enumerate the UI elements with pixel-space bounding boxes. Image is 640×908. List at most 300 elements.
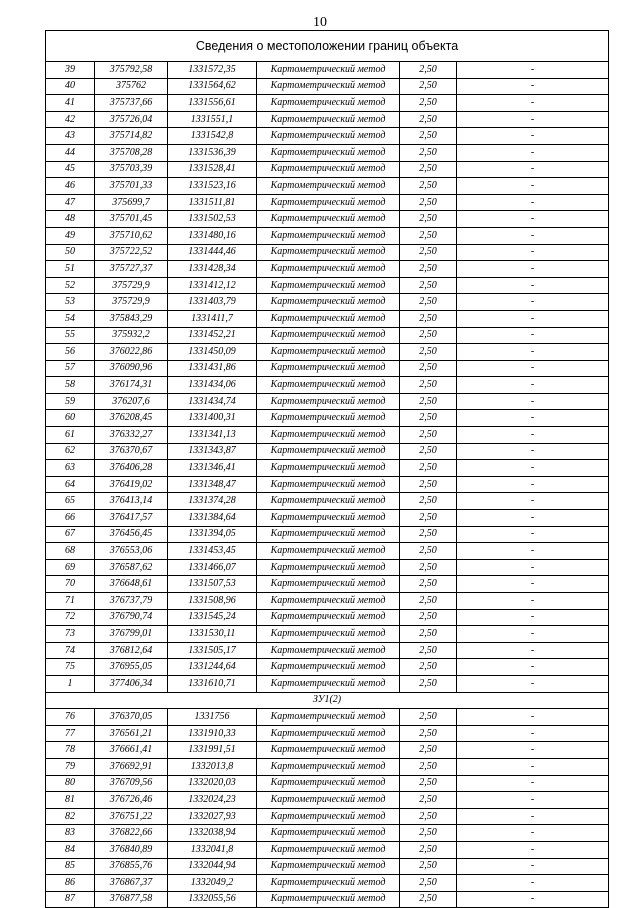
accuracy-cell: 2,50 [400,510,457,527]
accuracy-cell: 2,50 [400,675,457,692]
coordinate-x: 375792,58 [95,62,168,79]
coordinate-y: 1331343,87 [168,443,257,460]
coordinate-x: 376692,91 [95,758,168,775]
accuracy-cell: 2,50 [400,144,457,161]
coordinate-y: 1331528,41 [168,161,257,178]
accuracy-cell: 2,50 [400,576,457,593]
point-number: 69 [46,559,95,576]
method-cell: Картометрический метод [257,725,400,742]
description-cell: - [457,327,609,344]
coordinate-x: 376709,56 [95,775,168,792]
description-cell: - [457,742,609,759]
table-row [46,675,609,692]
method-cell: Картометрический метод [257,576,400,593]
description-cell: - [457,675,609,692]
table-row [46,227,609,244]
accuracy-cell: 2,50 [400,841,457,858]
description-cell: - [457,294,609,311]
method-cell: Картометрический метод [257,310,400,327]
point-number: 86 [46,875,95,892]
accuracy-cell: 2,50 [400,526,457,543]
point-number: 44 [46,144,95,161]
method-cell: Картометрический метод [257,858,400,875]
description-cell: - [457,344,609,361]
method-cell: Картометрический метод [257,758,400,775]
description-cell: - [457,410,609,427]
description-cell: - [457,111,609,128]
method-cell: Картометрический метод [257,161,400,178]
point-number: 85 [46,858,95,875]
accuracy-cell: 2,50 [400,327,457,344]
accuracy-cell: 2,50 [400,543,457,560]
point-number: 87 [46,891,95,908]
point-number: 71 [46,593,95,610]
table-row [46,808,609,825]
point-number: 48 [46,211,95,228]
accuracy-cell: 2,50 [400,427,457,444]
coordinate-x: 375727,37 [95,261,168,278]
coordinate-x: 376587,62 [95,559,168,576]
coordinate-x: 375762 [95,78,168,95]
coordinate-y: 1331444,46 [168,244,257,261]
section-b-header [46,692,609,709]
coordinate-x: 375714,82 [95,128,168,145]
method-cell: Картометрический метод [257,510,400,527]
description-cell: - [457,78,609,95]
point-number: 70 [46,576,95,593]
table-row [46,360,609,377]
description-cell: - [457,725,609,742]
method-cell: Картометрический метод [257,808,400,825]
point-number: 46 [46,178,95,195]
method-cell: Картометрический метод [257,526,400,543]
accuracy-cell: 2,50 [400,808,457,825]
description-cell: - [457,211,609,228]
accuracy-cell: 2,50 [400,360,457,377]
table-row [46,261,609,278]
point-number: 43 [46,128,95,145]
coordinate-x: 375701,45 [95,211,168,228]
description-cell: - [457,227,609,244]
method-cell: Картометрический метод [257,493,400,510]
coordinate-y: 1331910,33 [168,725,257,742]
coordinate-y: 1331434,06 [168,377,257,394]
coordinate-y: 1331244,64 [168,659,257,676]
coordinate-y: 1331564,62 [168,78,257,95]
coordinate-x: 375708,28 [95,144,168,161]
method-cell: Картометрический метод [257,393,400,410]
method-cell: Картометрический метод [257,775,400,792]
description-cell: - [457,178,609,195]
table-row [46,410,609,427]
coordinate-x: 376751,22 [95,808,168,825]
coordinate-y: 1331523,16 [168,178,257,195]
point-number: 82 [46,808,95,825]
coordinate-y: 1331511,81 [168,194,257,211]
coordinate-y: 1331466,07 [168,559,257,576]
accuracy-cell: 2,50 [400,410,457,427]
method-cell: Картометрический метод [257,194,400,211]
description-cell: - [457,310,609,327]
table-row [46,310,609,327]
coordinate-y: 1331453,45 [168,543,257,560]
coordinate-y: 1331991,51 [168,742,257,759]
point-number: 40 [46,78,95,95]
point-number: 1 [46,675,95,692]
method-cell: Картометрический метод [257,95,400,112]
coordinate-x: 375729,9 [95,294,168,311]
point-number: 83 [46,825,95,842]
table-row [46,95,609,112]
accuracy-cell: 2,50 [400,626,457,643]
point-number: 73 [46,626,95,643]
table-row [46,858,609,875]
table-row [46,825,609,842]
method-cell: Картометрический метод [257,841,400,858]
accuracy-cell: 2,50 [400,858,457,875]
coordinate-y: 1331450,09 [168,344,257,361]
method-cell: Картометрический метод [257,327,400,344]
method-cell: Картометрический метод [257,742,400,759]
accuracy-cell: 2,50 [400,725,457,742]
section-label-row [46,692,609,709]
table-row [46,178,609,195]
coordinate-y: 1331530,11 [168,626,257,643]
method-cell: Картометрический метод [257,675,400,692]
table-row [46,742,609,759]
accuracy-cell: 2,50 [400,78,457,95]
point-number: 72 [46,609,95,626]
table-row [46,493,609,510]
point-number: 63 [46,460,95,477]
accuracy-cell: 2,50 [400,775,457,792]
coordinate-y: 1331431,86 [168,360,257,377]
coordinate-x: 376456,45 [95,526,168,543]
coordinate-x: 376812,64 [95,642,168,659]
accuracy-cell: 2,50 [400,277,457,294]
coordinate-y: 1331545,24 [168,609,257,626]
coordinate-x: 376661,41 [95,742,168,759]
accuracy-cell: 2,50 [400,194,457,211]
table-row [46,709,609,726]
description-cell: - [457,144,609,161]
coordinate-x: 375932,2 [95,327,168,344]
table-row [46,576,609,593]
coordinate-x: 376370,67 [95,443,168,460]
coordinate-x: 376207,6 [95,393,168,410]
table-row [46,377,609,394]
description-cell: - [457,709,609,726]
coordinate-y: 1332055,56 [168,891,257,908]
table-row [46,526,609,543]
coordinate-x: 375843,29 [95,310,168,327]
table-title: Сведения о местоположении границ объекта [46,31,609,62]
table-row [46,609,609,626]
method-cell: Картометрический метод [257,543,400,560]
method-cell: Картометрический метод [257,360,400,377]
table-row [46,792,609,809]
boundary-coordinates-table [45,30,609,908]
coordinate-x: 376413,14 [95,493,168,510]
coordinate-y: 1332038,94 [168,825,257,842]
description-cell: - [457,758,609,775]
coordinate-y: 1331556,61 [168,95,257,112]
description-cell: - [457,194,609,211]
table-row [46,725,609,742]
point-number: 58 [46,377,95,394]
accuracy-cell: 2,50 [400,825,457,842]
method-cell: Картометрический метод [257,277,400,294]
coordinate-y: 1332024,23 [168,792,257,809]
method-cell: Картометрический метод [257,825,400,842]
accuracy-cell: 2,50 [400,659,457,676]
description-cell: - [457,261,609,278]
point-number: 50 [46,244,95,261]
table-row [46,277,609,294]
table-row [46,427,609,444]
coordinate-x: 376790,74 [95,609,168,626]
point-number: 77 [46,725,95,742]
description-cell: - [457,825,609,842]
table-row [46,476,609,493]
method-cell: Картометрический метод [257,443,400,460]
coordinate-x: 376406,28 [95,460,168,477]
coordinate-y: 1331756 [168,709,257,726]
point-number: 51 [46,261,95,278]
accuracy-cell: 2,50 [400,393,457,410]
coordinate-y: 1332013,8 [168,758,257,775]
method-cell: Картометрический метод [257,111,400,128]
method-cell: Картометрический метод [257,659,400,676]
table-row [46,510,609,527]
accuracy-cell: 2,50 [400,493,457,510]
table-row [46,559,609,576]
point-number: 54 [46,310,95,327]
description-cell: - [457,559,609,576]
description-cell: - [457,875,609,892]
description-cell: - [457,626,609,643]
point-number: 39 [46,62,95,79]
coordinate-y: 1332041,8 [168,841,257,858]
description-cell: - [457,841,609,858]
method-cell: Картометрический метод [257,609,400,626]
coordinate-y: 1332049,2 [168,875,257,892]
table-row [46,244,609,261]
coordinate-x: 376174,31 [95,377,168,394]
coordinate-y: 1331508,96 [168,593,257,610]
coordinate-y: 1332020,03 [168,775,257,792]
point-number: 81 [46,792,95,809]
method-cell: Картометрический метод [257,144,400,161]
coordinate-y: 1332027,93 [168,808,257,825]
coordinate-x: 376726,46 [95,792,168,809]
description-cell: - [457,593,609,610]
accuracy-cell: 2,50 [400,344,457,361]
table-row [46,393,609,410]
point-number: 64 [46,476,95,493]
point-number: 66 [46,510,95,527]
coordinate-x: 376877,58 [95,891,168,908]
method-cell: Картометрический метод [257,178,400,195]
coordinate-y: 1331434,74 [168,393,257,410]
table-row [46,294,609,311]
accuracy-cell: 2,50 [400,261,457,278]
method-cell: Картометрический метод [257,593,400,610]
accuracy-cell: 2,50 [400,227,457,244]
coordinate-x: 376419,02 [95,476,168,493]
coordinate-x: 376561,21 [95,725,168,742]
point-number: 84 [46,841,95,858]
method-cell: Картометрический метод [257,642,400,659]
coordinate-x: 376417,57 [95,510,168,527]
point-number: 41 [46,95,95,112]
point-number: 79 [46,758,95,775]
table-row [46,194,609,211]
description-cell: - [457,493,609,510]
description-cell: - [457,443,609,460]
description-cell: - [457,393,609,410]
accuracy-cell: 2,50 [400,476,457,493]
table-row [46,443,609,460]
coordinate-y: 1331572,35 [168,62,257,79]
coordinate-x: 375726,04 [95,111,168,128]
accuracy-cell: 2,50 [400,178,457,195]
description-cell: - [457,775,609,792]
coordinate-x: 376822,66 [95,825,168,842]
accuracy-cell: 2,50 [400,709,457,726]
point-number: 56 [46,344,95,361]
description-cell: - [457,543,609,560]
accuracy-cell: 2,50 [400,443,457,460]
coordinate-x: 377406,34 [95,675,168,692]
point-number: 76 [46,709,95,726]
coordinate-y: 1331384,64 [168,510,257,527]
section-b-body [46,709,609,908]
coordinate-x: 376090,96 [95,360,168,377]
coordinate-y: 1331341,13 [168,427,257,444]
accuracy-cell: 2,50 [400,875,457,892]
description-cell: - [457,808,609,825]
coordinate-x: 376332,27 [95,427,168,444]
description-cell: - [457,576,609,593]
coordinate-x: 375710,62 [95,227,168,244]
coordinate-y: 1331348,47 [168,476,257,493]
description-cell: - [457,427,609,444]
table-row [46,460,609,477]
method-cell: Картометрический метод [257,875,400,892]
page-number: 10 [313,15,327,30]
coordinate-y: 1331428,34 [168,261,257,278]
coordinate-y: 1331536,39 [168,144,257,161]
description-cell: - [457,161,609,178]
accuracy-cell: 2,50 [400,111,457,128]
point-number: 78 [46,742,95,759]
coordinate-y: 1331502,53 [168,211,257,228]
coordinate-y: 1331403,79 [168,294,257,311]
description-cell: - [457,277,609,294]
section-label: ЗУ1(2) [46,692,609,709]
coordinate-y: 1331507,53 [168,576,257,593]
table-row [46,758,609,775]
point-number: 47 [46,194,95,211]
method-cell: Картометрический метод [257,891,400,908]
method-cell: Картометрический метод [257,244,400,261]
point-number: 42 [46,111,95,128]
point-number: 45 [46,161,95,178]
description-cell: - [457,360,609,377]
table-row [46,161,609,178]
accuracy-cell: 2,50 [400,244,457,261]
coordinate-x: 375701,33 [95,178,168,195]
table-row [46,128,609,145]
point-number: 49 [46,227,95,244]
coordinate-x: 375699,7 [95,194,168,211]
coordinate-x: 376840,89 [95,841,168,858]
description-cell: - [457,377,609,394]
point-number: 68 [46,543,95,560]
point-number: 57 [46,360,95,377]
coordinate-y: 1331610,71 [168,675,257,692]
coordinate-y: 1331480,16 [168,227,257,244]
accuracy-cell: 2,50 [400,460,457,477]
coordinate-x: 376737,79 [95,593,168,610]
description-cell: - [457,244,609,261]
coordinate-x: 376022,86 [95,344,168,361]
coordinate-x: 376370,05 [95,709,168,726]
method-cell: Картометрический метод [257,410,400,427]
table-row [46,111,609,128]
method-cell: Картометрический метод [257,377,400,394]
point-number: 62 [46,443,95,460]
table-row [46,144,609,161]
accuracy-cell: 2,50 [400,161,457,178]
method-cell: Картометрический метод [257,62,400,79]
table-row [46,211,609,228]
point-number: 61 [46,427,95,444]
coordinate-x: 376208,45 [95,410,168,427]
description-cell: - [457,858,609,875]
coordinate-y: 1331400,31 [168,410,257,427]
method-cell: Картометрический метод [257,211,400,228]
coordinate-x: 376855,76 [95,858,168,875]
point-number: 74 [46,642,95,659]
point-number: 65 [46,493,95,510]
accuracy-cell: 2,50 [400,559,457,576]
coordinate-x: 375737,66 [95,95,168,112]
point-number: 75 [46,659,95,676]
method-cell: Картометрический метод [257,460,400,477]
point-number: 80 [46,775,95,792]
coordinate-y: 1331411,7 [168,310,257,327]
coordinate-y: 1331374,28 [168,493,257,510]
table-row [46,593,609,610]
description-cell: - [457,95,609,112]
description-cell: - [457,460,609,477]
table-title-row [46,31,609,62]
accuracy-cell: 2,50 [400,62,457,79]
description-cell: - [457,128,609,145]
accuracy-cell: 2,50 [400,211,457,228]
method-cell: Картометрический метод [257,427,400,444]
description-cell: - [457,659,609,676]
table-row [46,659,609,676]
coordinate-y: 1331551,1 [168,111,257,128]
method-cell: Картометрический метод [257,476,400,493]
point-number: 60 [46,410,95,427]
table-row [46,875,609,892]
method-cell: Картометрический метод [257,294,400,311]
method-cell: Картометрический метод [257,227,400,244]
